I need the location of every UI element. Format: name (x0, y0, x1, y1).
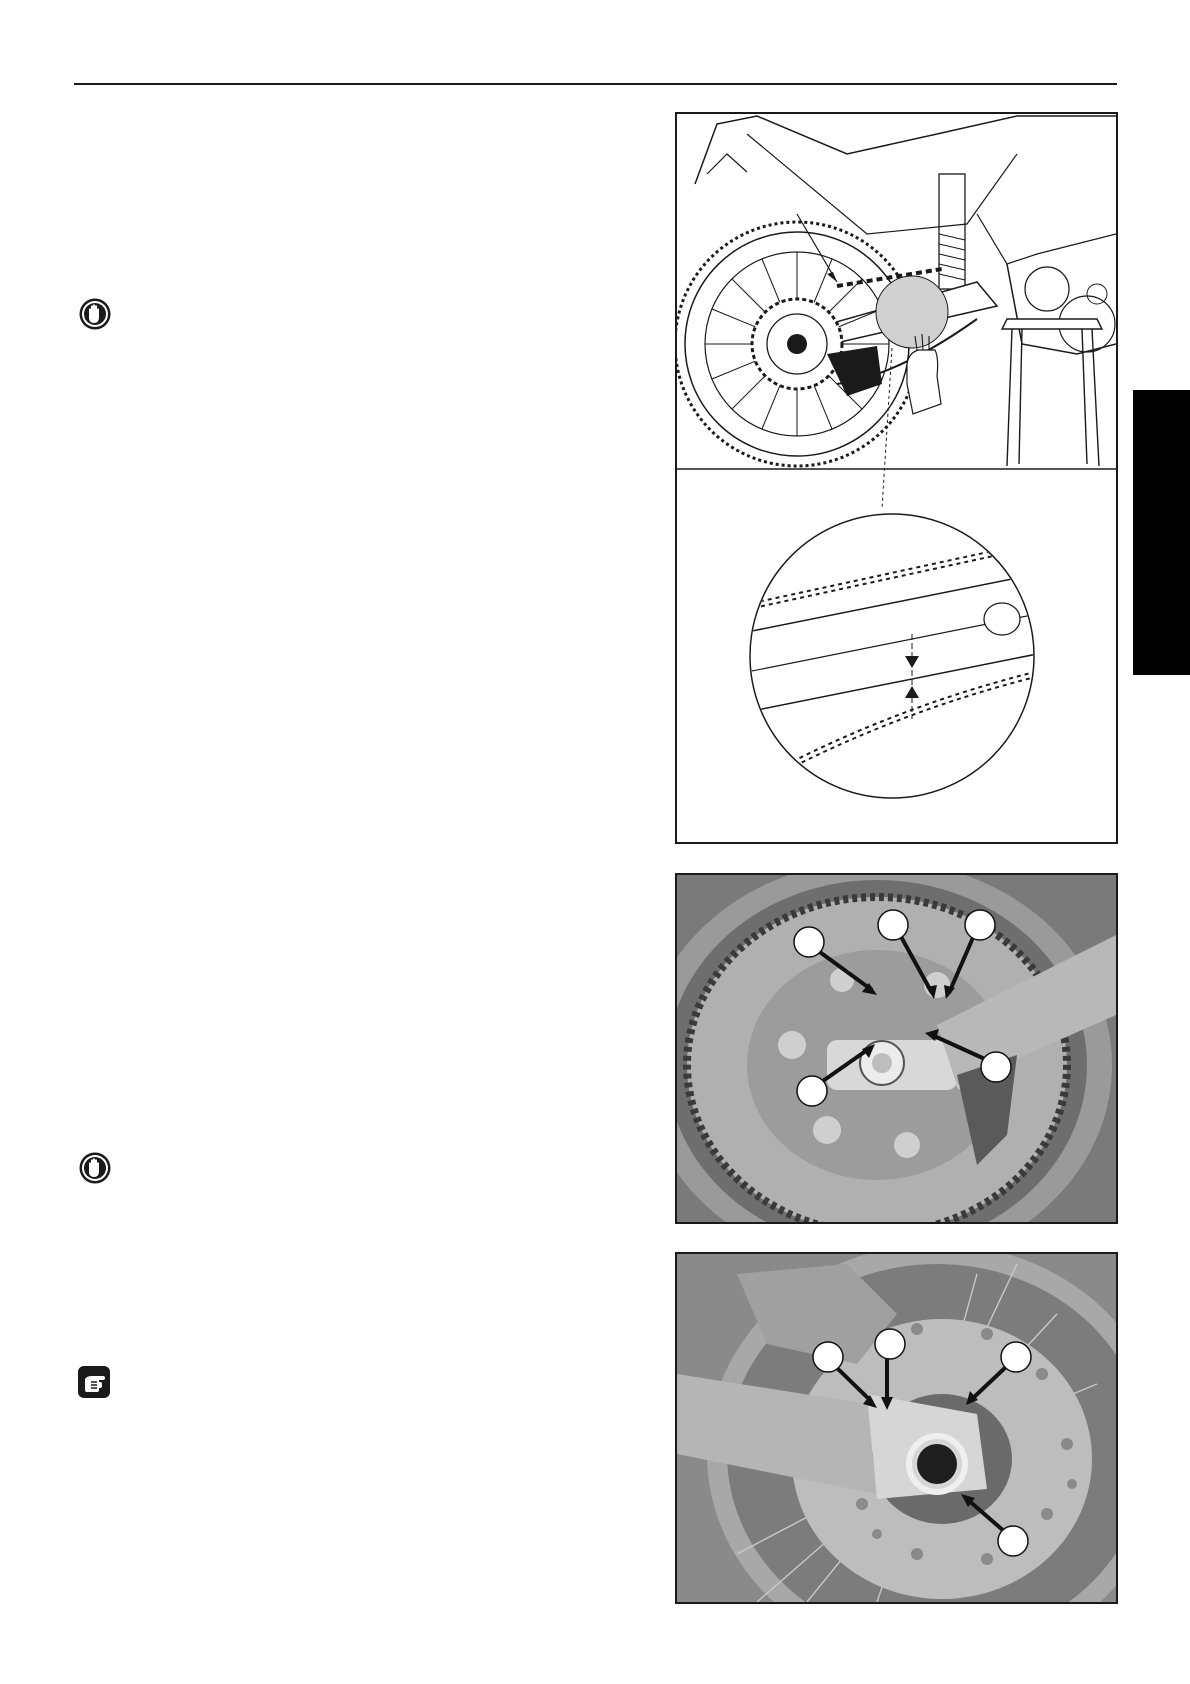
axle-brake-side-photo (675, 1252, 1118, 1604)
stop-hand-icon (78, 1151, 112, 1185)
axle-chain-side-photo (675, 873, 1118, 1224)
chain-tension-illustration (675, 112, 1118, 844)
pointing-hand-icon (77, 1365, 111, 1399)
stop-hand-icon (78, 297, 112, 331)
section-tab (1133, 390, 1190, 675)
header-rule (74, 83, 1117, 85)
